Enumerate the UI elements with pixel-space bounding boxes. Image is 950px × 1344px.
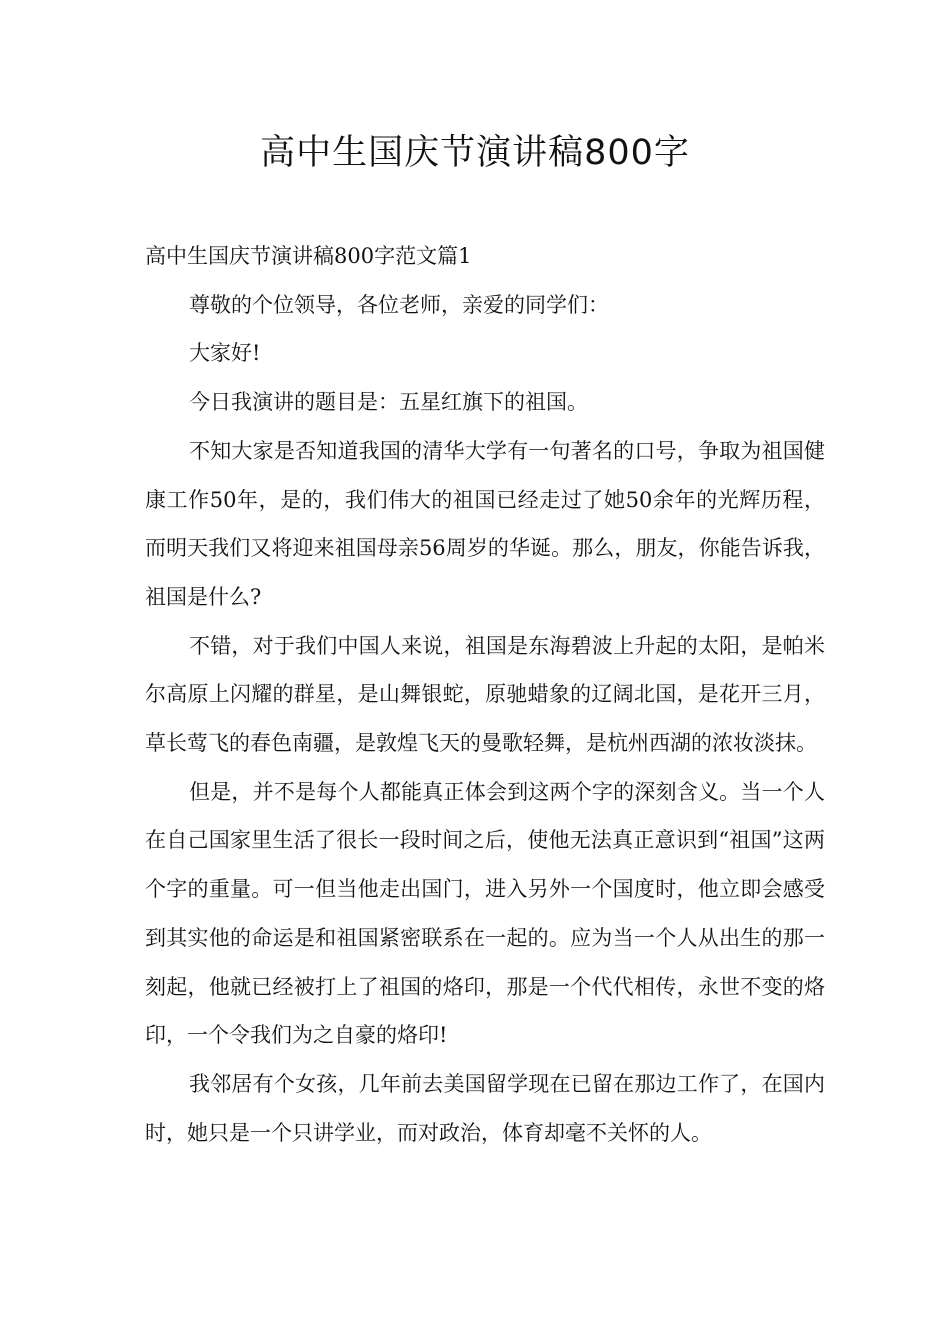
paragraph-tsinghua: 不知大家是否知道我国的清华大学有一句著名的口号，争取为祖国健康工作50年，是的，我们伟大的祖国已经走过了她50余年的光辉历程，而明天我们又将迎来祖国母亲56周岁的华诞。那么，朋友，你能告诉我，祖国是什么? [145, 438, 825, 609]
paragraph-greeting: 大家好! [189, 341, 261, 366]
paragraph-meaning: 但是，并不是每个人都能真正体会到这两个字的深刻含义。当一个人在自己国家里生活了很长一段时间之后，使他无法真正意识到“祖国”这两个字的重量。可一但当他走出国门，进入另外一个国度时，他立即会感受到其实他的命运是和祖国紧密联系在一起的。应为当一个人从出生的那一刻起，他就已经被打上了祖国的烙印，那是一个代代相传，永世不变的烙印，一个令我们为之自豪的烙印! [145, 779, 825, 1048]
paragraph-motherland: 不错，对于我们中国人来说，祖国是东海碧波上升起的太阳，是帕米尔高原上闪耀的群星，是山舞银蛇，原驰蜡象的辽阔北国，是花开三月，草长莺飞的春色南疆，是敦煌飞天的曼歌轻舞，是杭州西湖的浓妆淡抹。 [145, 633, 825, 756]
paragraph-topic: 今日我演讲的题目是：五星红旗下的祖国。 [189, 390, 588, 415]
document-title: 高中生国庆节演讲稿800字 [260, 133, 690, 173]
paragraph-greeting-audience: 尊敬的个位领导，各位老师，亲爱的同学们： [189, 292, 609, 317]
document-body [145, 232, 825, 1157]
section-heading: 高中生国庆节演讲稿800字范文篇1 [145, 244, 472, 268]
paragraph-neighbor: 我邻居有个女孩，几年前去美国留学现在已留在那边工作了，在国内时，她只是一个只讲学业，而对政治，体育却毫不关怀的人。 [145, 1071, 825, 1145]
